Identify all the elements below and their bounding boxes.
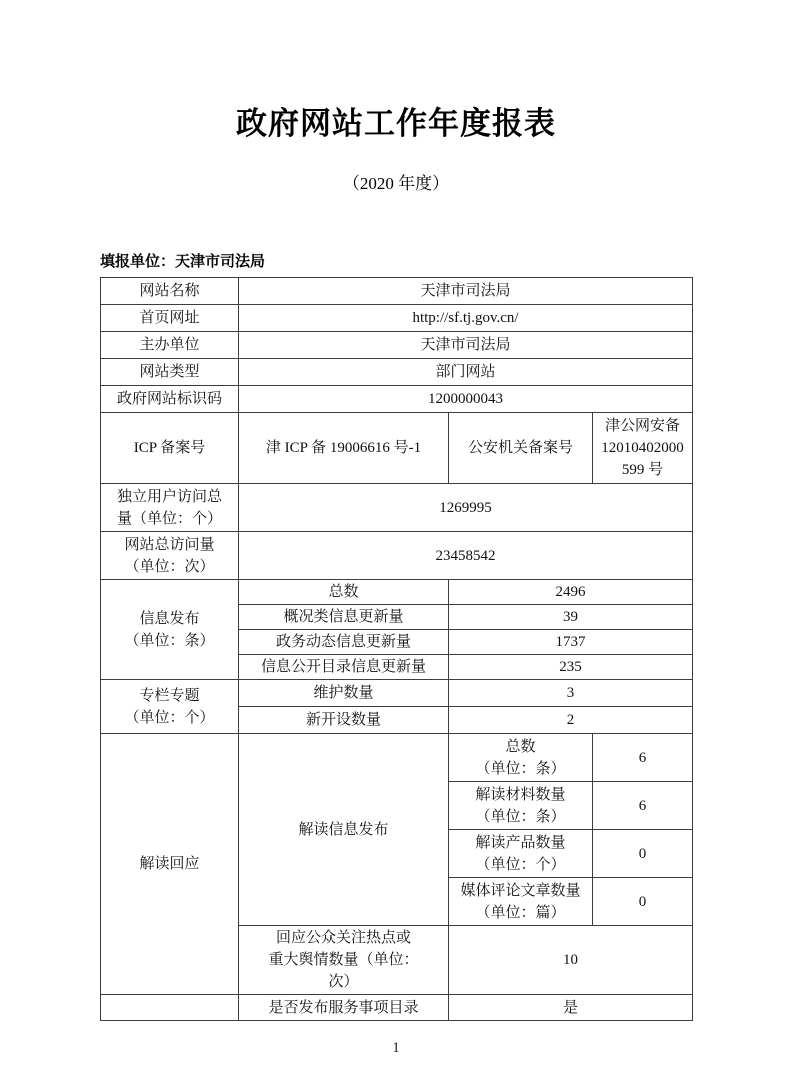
police-filing-label: 公安机关备案号: [449, 413, 593, 484]
table-row: [101, 359, 693, 386]
interp-total-label: 总数 （单位：条）: [449, 734, 593, 782]
police-filing-value: 津公网安备 12010402000 599 号: [593, 413, 693, 484]
media-comments-value: 0: [593, 878, 693, 926]
media-comments-label: 媒体评论文章数量 （单位：篇）: [449, 878, 593, 926]
interp-products-label: 解读产品数量 （单位：个）: [449, 830, 593, 878]
website-id-code-label: 政府网站标识码: [101, 386, 239, 413]
interp-products-value: 0: [593, 830, 693, 878]
unique-visitors-value: 1269995: [239, 484, 693, 532]
unique-visitors-label: 独立用户访问总 量（单位：个）: [101, 484, 239, 532]
news-update-label: 政务动态信息更新量: [239, 630, 449, 655]
total-visits-label: 网站总访问量 （单位：次）: [101, 532, 239, 580]
homepage-url-label: 首页网址: [101, 305, 239, 332]
disclosure-update-label: 信息公开目录信息更新量: [239, 655, 449, 680]
info-total-label: 总数: [239, 580, 449, 605]
service-directory-value: 是: [449, 995, 693, 1021]
report-year-subtitle: （2020 年度）: [342, 174, 450, 193]
new-count-label: 新开设数量: [239, 707, 449, 734]
website-type-value: 部门网站: [239, 359, 693, 386]
website-name-label: 网站名称: [101, 278, 239, 305]
news-update-value: 1737: [449, 630, 693, 655]
reporting-unit: 填报单位：天津市司法局: [100, 254, 266, 270]
table-row: [101, 734, 693, 782]
table-row: [101, 305, 693, 332]
special-topics-label: 专栏专题 （单位：个）: [101, 680, 239, 734]
report-title: 政府网站工作年度报表: [236, 106, 556, 141]
table-row: [101, 332, 693, 359]
maintained-count-value: 3: [449, 680, 693, 707]
interp-total-value: 6: [593, 734, 693, 782]
website-name-value: 天津市司法局: [239, 278, 693, 305]
total-visits-value: 23458542: [239, 532, 693, 580]
report-table: [100, 277, 693, 1021]
table-row: [101, 413, 693, 484]
overview-update-value: 39: [449, 605, 693, 630]
table-row: [101, 278, 693, 305]
overview-update-label: 概况类信息更新量: [239, 605, 449, 630]
interpretation-label: 解读回应: [101, 734, 239, 995]
sponsor-unit-label: 主办单位: [101, 332, 239, 359]
disclosure-update-value: 235: [449, 655, 693, 680]
table-row: [101, 995, 693, 1021]
new-count-value: 2: [449, 707, 693, 734]
sponsor-unit-value: 天津市司法局: [239, 332, 693, 359]
page-number: 1: [392, 1040, 400, 1056]
interp-materials-label: 解读材料数量 （单位：条）: [449, 782, 593, 830]
service-directory-label: 是否发布服务事项目录: [239, 995, 449, 1021]
table-row: [101, 484, 693, 532]
website-id-code-value: 1200000043: [239, 386, 693, 413]
info-publish-label: 信息发布 （单位：条）: [101, 580, 239, 680]
interpretation-publish-label: 解读信息发布: [239, 734, 449, 926]
table-row: [101, 532, 693, 580]
hotspot-response-label: 回应公众关注热点或 重大舆情数量（单位： 次）: [239, 926, 449, 995]
table-row: [101, 680, 693, 707]
icp-label: ICP 备案号: [101, 413, 239, 484]
interp-materials-value: 6: [593, 782, 693, 830]
hotspot-response-value: 10: [449, 926, 693, 995]
table-row: [101, 580, 693, 605]
empty-section-cell: [101, 995, 239, 1021]
homepage-url-value: http://sf.tj.gov.cn/: [239, 305, 693, 332]
maintained-count-label: 维护数量: [239, 680, 449, 707]
website-type-label: 网站类型: [101, 359, 239, 386]
info-total-value: 2496: [449, 580, 693, 605]
table-row: [101, 386, 693, 413]
icp-value: 津 ICP 备 19006616 号-1: [239, 413, 449, 484]
